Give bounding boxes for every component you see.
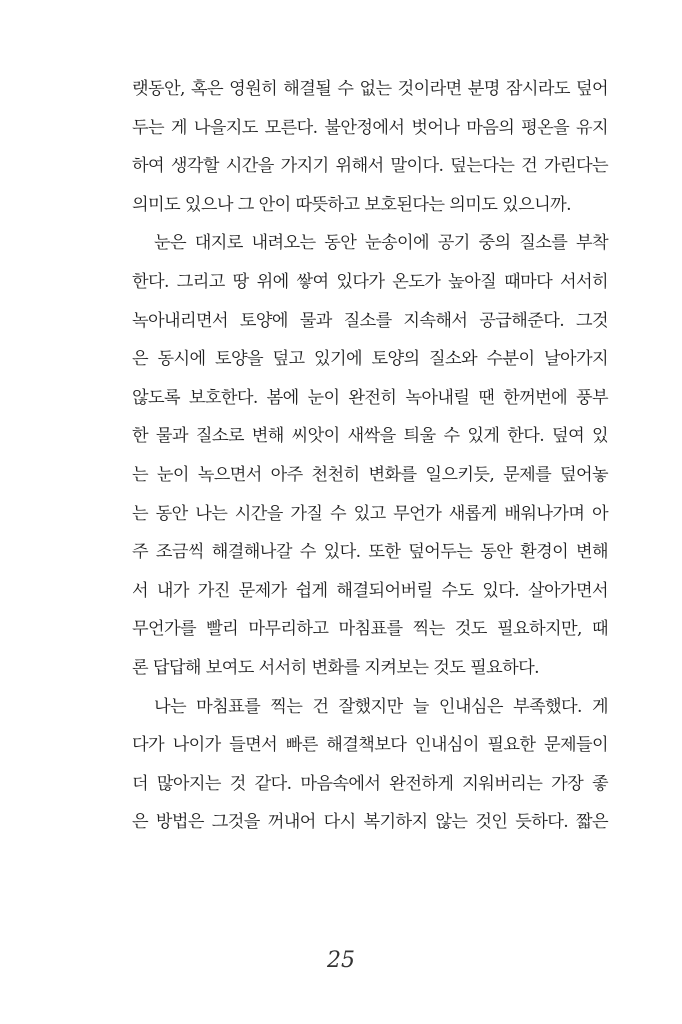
- text-line: 는 동안 나는 시간을 가질 수 있고 무언가 새롭게 배워나가며 아: [132, 503, 608, 524]
- text-line: 나는 마침표를 찍는 건 잘했지만 늘 인내심은 부족했다. 게: [154, 696, 608, 717]
- text-line: 론 답답해 보여도 서서히 변화를 지켜보는 것도 필요하다.: [132, 657, 539, 678]
- text-line: 은 방법은 그것을 꺼내어 다시 복기하지 않는 것인 듯하다. 짧은: [132, 812, 608, 833]
- text-line: 않도록 보호한다. 봄에 눈이 완전히 녹아내릴 땐 한꺼번에 풍부: [132, 387, 608, 408]
- text-line: 주 조금씩 해결해나갈 수 있다. 또한 덮어두는 동안 환경이 변해: [132, 542, 608, 563]
- text-line: 하여 생각할 시간을 가지기 위해서 말이다. 덮는다는 건 가린다는: [132, 156, 608, 177]
- text-line: 더 많아지는 것 같다. 마음속에서 완전하게 지워버리는 가장 좋: [132, 773, 608, 794]
- text-line: 한다. 그리고 땅 위에 쌓여 있다가 온도가 높아질 때마다 서서히: [132, 271, 608, 292]
- text-line: 은 동시에 토양을 덮고 있기에 토양의 질소와 수분이 날아가지: [132, 349, 608, 370]
- text-line: 는 눈이 녹으면서 아주 천천히 변화를 일으키듯, 문제를 덮어놓: [132, 464, 608, 485]
- text-line: 의미도 있으나 그 안이 따뜻하고 보호된다는 의미도 있으니까.: [132, 194, 571, 215]
- body-text: [132, 70, 608, 842]
- text-line: 한 물과 질소로 변해 씨앗이 새싹을 틔울 수 있게 한다. 덮여 있: [132, 426, 608, 447]
- text-line: 눈은 대지로 내려오는 동안 눈송이에 공기 중의 질소를 부착: [154, 233, 608, 254]
- text-line: 두는 게 나을지도 모른다. 불안정에서 벗어나 마음의 평온을 유지: [132, 117, 608, 138]
- text-line: 서 내가 가진 문제가 쉽게 해결되어버릴 수도 있다. 살아가면서: [132, 580, 608, 601]
- text-line: 무언가를 빨리 마무리하고 마침표를 찍는 것도 필요하지만, 때: [132, 619, 608, 640]
- page-number: 25: [327, 948, 355, 973]
- text-line: 랫동안, 혹은 영원히 해결될 수 없는 것이라면 분명 잠시라도 덮어: [132, 79, 608, 99]
- text-line: 다가 나이가 들면서 빠른 해결책보다 인내심이 필요한 문제들이: [132, 735, 608, 756]
- text-line: 녹아내리면서 토양에 물과 질소를 지속해서 공급해준다. 그것: [132, 310, 608, 331]
